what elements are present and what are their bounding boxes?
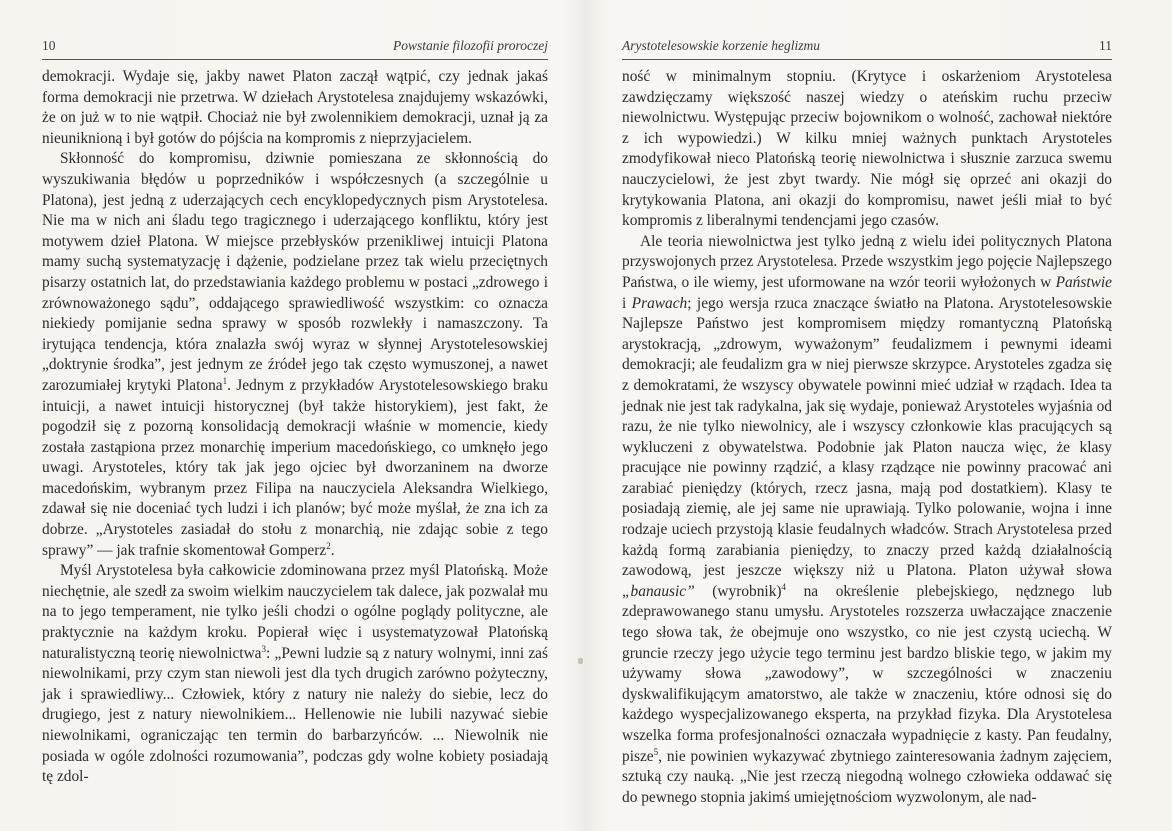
footnote-ref: 2 xyxy=(326,540,331,551)
paragraph: Skłonność do kompromisu, dziwnie pomieszana ze skłonnością do wyszukiwania błędów u poprzedników i współczesnych (a szczególnie u Platona), jest jedną z uderzających cech encyklopedycznych pism Arystotelesa. Nie ma w nich ani śladu tego tragicznego i uderzającego konfliktu, który jest motywem dzieł Platona. W miejsce przebłysków przenikliwej intuicji Platona mamy suchą systematyzację i dążenie, podzielane przez tak wielu przeciętnych pisarzy ostatnich lat, do przedstawiania każdego problemu w postaci „zdrowego i zrównoważonego sądu”, oddającego sprawiedliwość wszystkim: co oznacza niekiedy pomijanie sedna sprawy w sposób rozwlekły i namaszczony. Ta irytująca tendencja, która znalazła swój wyraz w słynnej Arystotelesowskiej „doktrynie środka”, jest jednym ze źródeł jego tak często wymuszonej, a nawet zarozumiałej krytyki Platona$^1$. Jednym z przykładów Arystotelesowskiego braku intuicji, a nawet intuicji historycznej (był także historykiem), jest fakt, że pogodził się z pozorną konsolidacją demokracji właśnie w momencie, kiedy została zastąpiona przez monarchię imperium macedońskiego, co umknęło jego uwagi. Arystoteles, który tak jak jego ojciec był dworzaninem na dworze macedońskim, wybranym przez Filipa na nauczyciela Aleksandra Wielkiego, zdawał się nie doceniać tych ludzi i ich planów; być może myślał, że zna ich za dobrze. „Arystoteles zasiadał do stołu z monarchią, nie zdając sobie z tego sprawy” — jak trafnie skomentował Gomperz$^2$. xyxy=(42,150,548,559)
paragraph xyxy=(622,232,1112,809)
footnote-ref: 4 xyxy=(781,581,787,592)
paragraph-text: na określenie plebejskiego, nędznego lub zdeprawowanego stanu umysłu. Arystoteles rozszerza uwłaczające znaczenie tego słowa tak, że obejmuje ono wszystko, co nie jest czystą uciechą. W gruncie rzeczy jego użycie tego terminu jest bardzo bliskie tego, w jakim my używamy słowa „zawodowy”, w szczególności w znaczeniu dyskwalifikującym amatorstwo, ale także w znaczeniu, które odnosi się do każdego wyspecjalizowanego eksperta, na przykład fizyka. Dla Arystotelesa wszelka forma profesjonalności oznaczała wypadnięcie z kasty. Pan feudalny, pisze xyxy=(622,582,1112,765)
running-title: Powstanie filozofii proroczej xyxy=(393,38,548,53)
paragraph-text: Jednym z przykładów Arystotelesowskiego braku intuicji, a nawet intuicji historycznej (był także historykiem), jest fakt, że pogodził się z pozorną konsolidacją demokracji właśnie w momencie, kiedy została zastąpiona przez monarchię imperium macedońskiego, co umknęło jego uwagi. Arystoteles, który tak jak jego ojciec był dworzaninem na dworze macedońskim, wybranym przez Filipa na nauczyciela Aleksandra Wielkiego, zdawał się nie doceniać tych ludzi i ich planów; być może myślał, że zna ich za dobrze. „Arystoteles zasiadał do stołu z monarchią, nie zdając sobie z tego sprawy” — jak trafnie skomentował Gomperz xyxy=(42,376,548,559)
italic-title: Prawach xyxy=(631,294,688,312)
left-page-body xyxy=(42,67,548,788)
right-page-header xyxy=(622,38,1112,60)
paragraph-text: Myśl Arystotelesa była całkowicie zdominowana przez myśl Platońską. Może niechętnie, ale szedł za swoim wielkim nauczycielem tak dalece, jak pozwalał mu na to jego temperament, nie tylko jeśli chodzi o ogólne poglądy polityczne, ale praktycznie na każdym kroku. Popierał więc i usystematyzował Platońską naturalistyczną teorię niewolnictwa xyxy=(42,562,548,662)
paragraph-text: : „Pewni ludzie są z natury wolnymi, inni zaś niewolnikami, przy czym stan niewoli jest dla tych drugich zarówno pożyteczny, jak i sprawiedliwy... Człowiek, który z natury nie należy do siebie, lecz do drugiego, jest z natury niewolnikiem... Hellenowie nie lubili nazywać siebie niewolnikami, ograniczając ten termin do barbarzyńców. ... Niewolnik nie posiada w ogóle zdolności rozumowania”, podczas gdy wolne kobiety posiadają tę zdol- xyxy=(42,644,548,786)
paragraph-text: i xyxy=(622,294,632,312)
left-page-header xyxy=(42,38,548,60)
right-page xyxy=(586,0,1172,831)
footnote-ref: 5 xyxy=(653,746,659,757)
paragraph-text: , nie powinien wykazywać zbytniego zainteresowania żadnym zajęciem, sztuką czy nauką. „Nie jest rzeczą niegodną wolnego człowieka oddawać się do pewnego stopnia jakimś umiejętnościom wyzwolonym, ale nad- xyxy=(622,747,1112,806)
footnote-ref: 1 xyxy=(222,375,228,386)
page-number: 10 xyxy=(42,38,56,53)
italic-term: „banausic” xyxy=(622,582,695,600)
paragraph-text: (wyrobnik) xyxy=(694,582,782,600)
gutter-mark xyxy=(578,658,583,664)
running-title: Arystotelesowskie korzenie heglizmu xyxy=(622,38,820,53)
page-number: 11 xyxy=(1099,38,1112,53)
paragraph: demokracji. Wydaje się, jakby nawet Platon zaczął wątpić, czy jednak jakaś forma demokracji nie przetrwa. W dziełach Arystotelesa znajdujemy wskazówki, że on już w to nie wątpił. Chociaż nie był zwolennikiem demokracji, uznał ją za nieuniknioną i był gotów do pójścia na kompromis z nieprzyjacielem. xyxy=(42,68,548,147)
paragraph: ność w minimalnym stopniu. (Krytyce i oskarżeniom Arystotelesa zawdzięczamy większość naszej wiedzy o ateńskim ruchu przeciw niewolnictwu. Występując przeciw bojownikom o wolność, zachował niektóre z ich wypowiedzi.) W kilku mniej ważnych punktach Arystoteles zmodyfikował nieco Platońską teorię niewolnictwa i słusznie zarzuca swemu nauczycielowi, że jest zbyt twardy. Nie mógł się oprzeć ani okazji do krytykowania Platona, ani okazji do kompromisu, nawet jeśli miał to być kompromis z liberalnymi tendencjami jego czasów. xyxy=(622,68,1112,230)
paragraph-text: Skłonność do kompromisu, dziwnie pomieszana ze skłonnością do wyszukiwania błędów u poprzedników i współczesnych (a szczególnie u Platona), jest jedną z uderzających cech encyklopedycznych pism Arystotelesa. Nie ma w nich ani śladu tego tragicznego i uderzającego konfliktu, który jest motywem dzieł Platona. W miejsce przebłysków przenikliwej intuicji Platona mamy suchą systematyzację i dążenie, podzielane przez tak wielu przeciętnych pisarzy ostatnich lat, do przedstawiania każdego problemu w postaci „zdrowego i zrównoważonego sądu”, oddającego sprawiedliwość wszystkim: co oznacza niekiedy pomijanie sedna sprawy w sposób rozwlekły i namaszczony. Ta irytująca tendencja, która znalazła swój wyraz w słynnej Arystotelesowskiej „doktrynie środka”, jest jednym ze źródeł jego tak często wymuszonej, a nawet zarozumiałej krytyki Platona xyxy=(42,150,548,394)
italic-title: Państwie xyxy=(1055,273,1112,291)
paragraph xyxy=(42,561,548,788)
right-page-body xyxy=(622,67,1112,808)
footnote-ref: 3 xyxy=(261,643,267,654)
paragraph-text: ; jego wersja rzuca znaczące światło na Platona. Arystotelesowskie Najlepsze Państwo jest kompromisem między romantyczną Platońską arystokracją, „zdrowym, wyważonym” feudalizmem i pewnymi ideami demokracji; ale feudalizm gra w niej pierwsze skrzypce. Arystoteles zgadza się z demokratami, że wszyscy obywatele powinni mieć udział w rządach. Idea ta jednak nie jest tak radykalna, jak się wydaje, ponieważ Arystoteles wyjaśnia od razu, że nie tylko niewolnicy, ale i wszyscy członkowie klas pracujących są wykluczeni z obywatelstwa. Podobnie jak Platon naucza więc, że klasy pracujące nie powinny rządzić, a klasy rządzące nie powinny pracować ani zarabiać pieniędzy (których, rzecz jasna, mają pod dostatkiem). Klasy te posiadają ziemię, ale jej same nie uprawiają. Tylko polowanie, wojna i inne rodzaje uciech przystoją klasie feudalnych władców. Strach Arystotelesa przed każdą formą zarabiania pieniędzy, to znaczy przed każdą działalnością zawodową, jest jeszcze większy niż u Platona. Platon używał słowa xyxy=(622,294,1112,580)
paragraph-text: Ale teoria niewolnictwa jest tylko jedną z wielu idei politycznych Platona przyswojonych przez Arystotelesa. Przede wszystkim jego pojęcie Najlepszego Państwa, o ile wiemy, jest uformowane na wzór teorii wyłożonych w xyxy=(622,232,1112,291)
